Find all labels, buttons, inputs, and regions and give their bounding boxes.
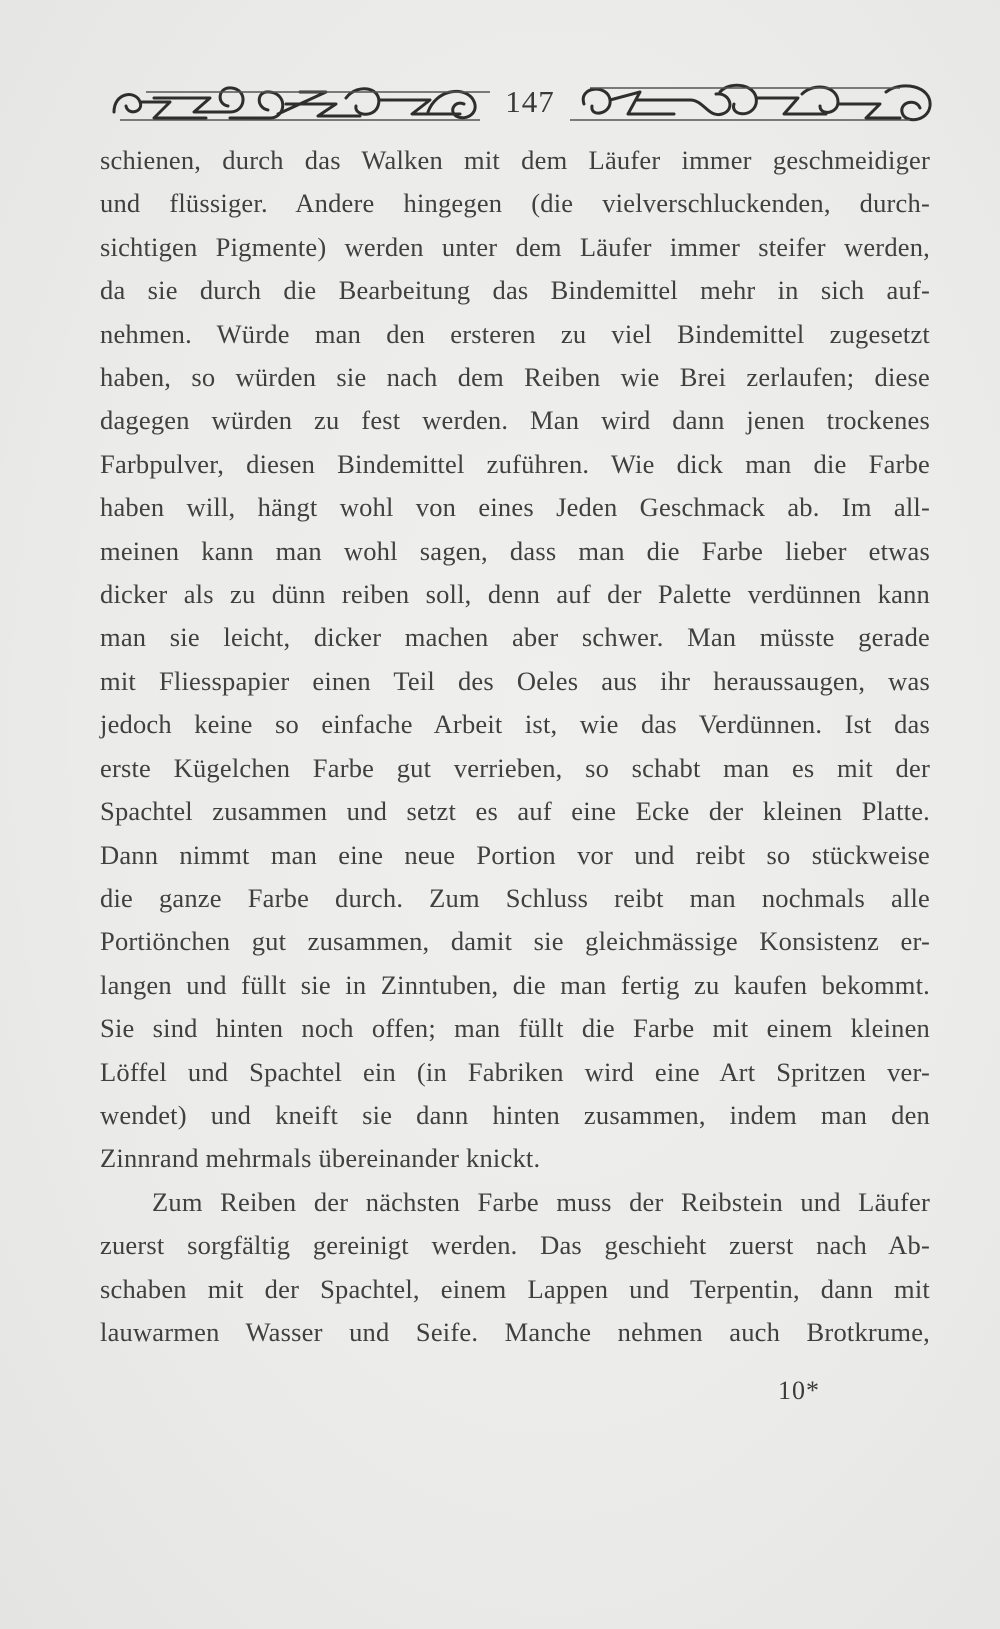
text-line: man sie leicht, dicker machen aber schwer. Man müsste gerade [100,622,930,653]
signature-mark: 10* [778,1376,820,1405]
text-line: schienen, durch das Walken mit dem Läufer immer geschmeidiger [100,145,930,175]
page-number: 147 [505,84,555,119]
text-line: Dann nimmt man eine neue Portion vor und reibt so stückweise [100,839,930,870]
text-line: erste Kügelchen Farbe gut verrieben, so schabt man es mit der [100,752,930,783]
text-line: jedoch keine so einfache Arbeit ist, wie das Verdünnen. Ist das [100,709,930,740]
text-line: Sie sind hinten noch offen; man füllt die Farbe mit einem kleinen [100,1013,930,1044]
text-line: sichtigen Pigmente) werden unter dem Läufer immer steifer werden, [100,231,930,262]
text-line: da sie durch die Bearbeitung das Bindemittel mehr in sich auf- [100,275,930,306]
text-line: lauwarmen Wasser und Seife. Manche nehmen auch Brotkrume, [100,1316,930,1347]
text-line: Zum Reiben der nächsten Farbe muss der Reibstein und Läufer [152,1186,930,1217]
text-line: meinen kann man wohl sagen, dass man die Farbe lieber etwas [100,535,930,566]
page-header [100,72,936,132]
text-line: Farbpulver, diesen Bindemittel zuführen. Wie dick man die Farbe [100,448,930,479]
text-line: haben, so würden sie nach dem Reiben wie Brei zerlaufen; diese [100,362,930,393]
text-line: nehmen. Würde man den ersteren zu viel Bindemittel zugesetzt [100,318,930,349]
ornament-left-icon [110,78,490,126]
text-line: Spachtel zusammen und setzt es auf eine Ecke der kleinen Platte. [100,796,930,827]
text-line: schaben mit der Spachtel, einem Lappen und Terpentin, dann mit [100,1273,930,1304]
text-line: mit Fliesspapier einen Teil des Oeles aus ihr heraussaugen, was [100,665,930,696]
text-line: wendet) und kneift sie dann hinten zusammen, indem man den [100,1099,930,1130]
text-line: die ganze Farbe durch. Zum Schluss reibt man nochmals alle [100,882,930,913]
text-line: dicker als zu dünn reiben soll, denn auf der Palette verdünnen kann [100,579,930,610]
text-line: Portiönchen gut zusammen, damit sie gleichmässige Konsistenz er- [100,926,930,957]
ornament-right-icon [570,78,936,126]
text-line: Löffel und Spachtel ein (in Fabriken wird eine Art Spritzen ver- [100,1056,930,1087]
text-line: Zinnrand mehrmals übereinander knickt. [100,1143,541,1174]
text-line: zuerst sorgfältig gereinigt werden. Das geschieht zuerst nach Ab- [100,1230,930,1261]
text-line: und flüssiger. Andere hingegen (die vielverschluckenden, durch- [100,188,930,219]
text-line: dagegen würden zu fest werden. Man wird dann jenen trockenes [100,405,930,436]
text-line: langen und füllt sie in Zinntuben, die man fertig zu kaufen bekommt. [100,969,930,1000]
body-text [100,139,930,1354]
text-line: haben will, hängt wohl von eines Jeden Geschmack ab. Im all- [100,492,930,523]
